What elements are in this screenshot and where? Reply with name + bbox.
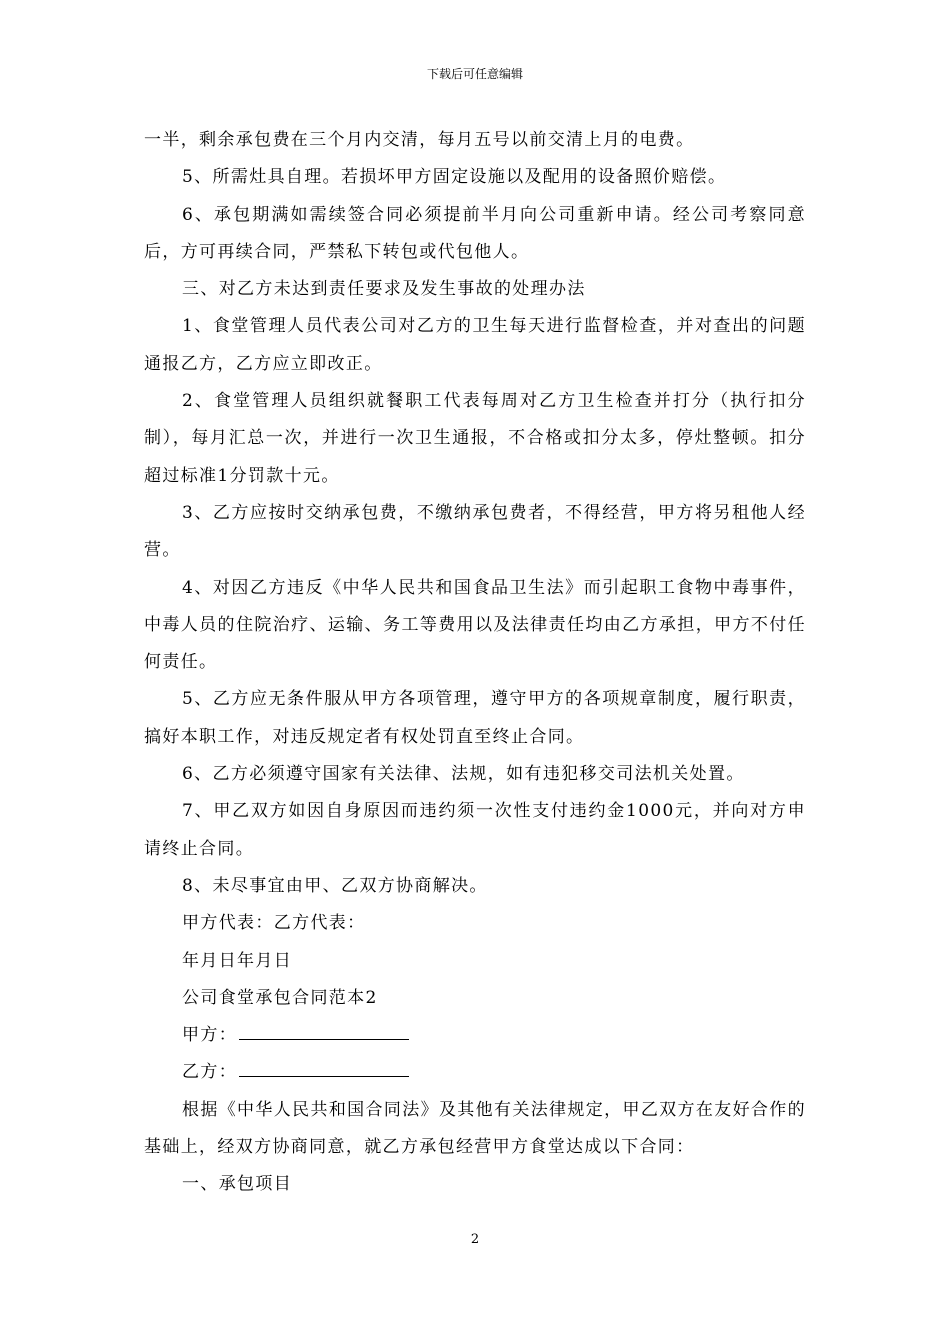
paragraph-item-5-equipment: 5、所需灶具自理。若损坏甲方固定设施以及配用的设备照价赔偿。 [182,167,727,188]
paragraph-rule-1: 1、食堂管理人员代表公司对乙方的卫生每天进行监督检查，并对查出的问题通报乙方，乙方应立即改正。 [144,316,806,374]
paragraph-rule-5: 5、乙方应无条件服从甲方各项管理，遵守甲方的各项规章制度，履行职责，搞好本职工作，对违反规定者有权处罚直至终止合同。 [144,689,806,747]
section-heading-1: 一、承包项目 [182,1174,293,1195]
document-body [144,122,806,1204]
contract-title-2: 公司食堂承包合同范本2 [182,987,378,1008]
paragraph-continuation: 一半，剩余承包费在三个月内交清，每月五号以前交清上月的电费。 [144,130,695,150]
page-number: 2 [470,1232,480,1247]
paragraph-rule-3: 3、乙方应按时交纳承包费，不缴纳承包费者，不得经营，甲方将另租他人经营。 [144,502,806,561]
party-a-blank-line [239,1038,409,1040]
signature-dates: 年月日年月日 [182,950,293,971]
section-heading-3: 三、对乙方未达到责任要求及发生事故的处理办法 [182,279,586,300]
party-b-line [144,1054,806,1091]
paragraph-rule-6: 6、乙方必须遵守国家有关法律、法规，如有违犯移交司法机关处置。 [182,764,745,785]
paragraph-rule-4: 4、对因乙方违反《中华人民共和国食品卫生法》而引起职工食物中毒事件，中毒人员的住院治疗、运输、务工等费用以及法律责任均由乙方承担，甲方不付任何责任。 [144,577,806,673]
paragraph-rule-2: 2、食堂管理人员组织就餐职工代表每周对乙方卫生检查并打分（执行扣分制），每月汇总一次，并进行一次卫生通报，不合格或扣分太多，停灶整顿。扣分超过标准1分罚款十元。 [144,391,806,486]
paragraph-preamble: 根据《中华人民共和国合同法》及其他有关法律规定，甲乙双方在友好合作的基础上，经双方协商同意，就乙方承包经营甲方食堂达成以下合同： [144,1099,806,1158]
paragraph-rule-7: 7、甲乙双方如因自身原因而违约须一次性支付违约金1000元，并向对方申请终止合同。 [144,801,806,859]
party-b-blank-line [239,1075,409,1077]
party-b-label: 乙方： [182,1062,238,1083]
party-a-line [144,1017,806,1054]
party-a-label: 甲方： [182,1025,238,1046]
paragraph-rule-8: 8、未尽事宜由甲、乙双方协商解决。 [182,875,488,896]
signature-representatives: 甲方代表：乙方代表： [182,913,366,934]
page-header-note: 下载后可任意编辑 [426,67,523,81]
paragraph-item-6-renewal: 6、承包期满如需续签合同必须提前半月向公司重新申请。经公司考察同意后，方可再续合同，严禁私下转包或代包他人。 [144,204,806,262]
